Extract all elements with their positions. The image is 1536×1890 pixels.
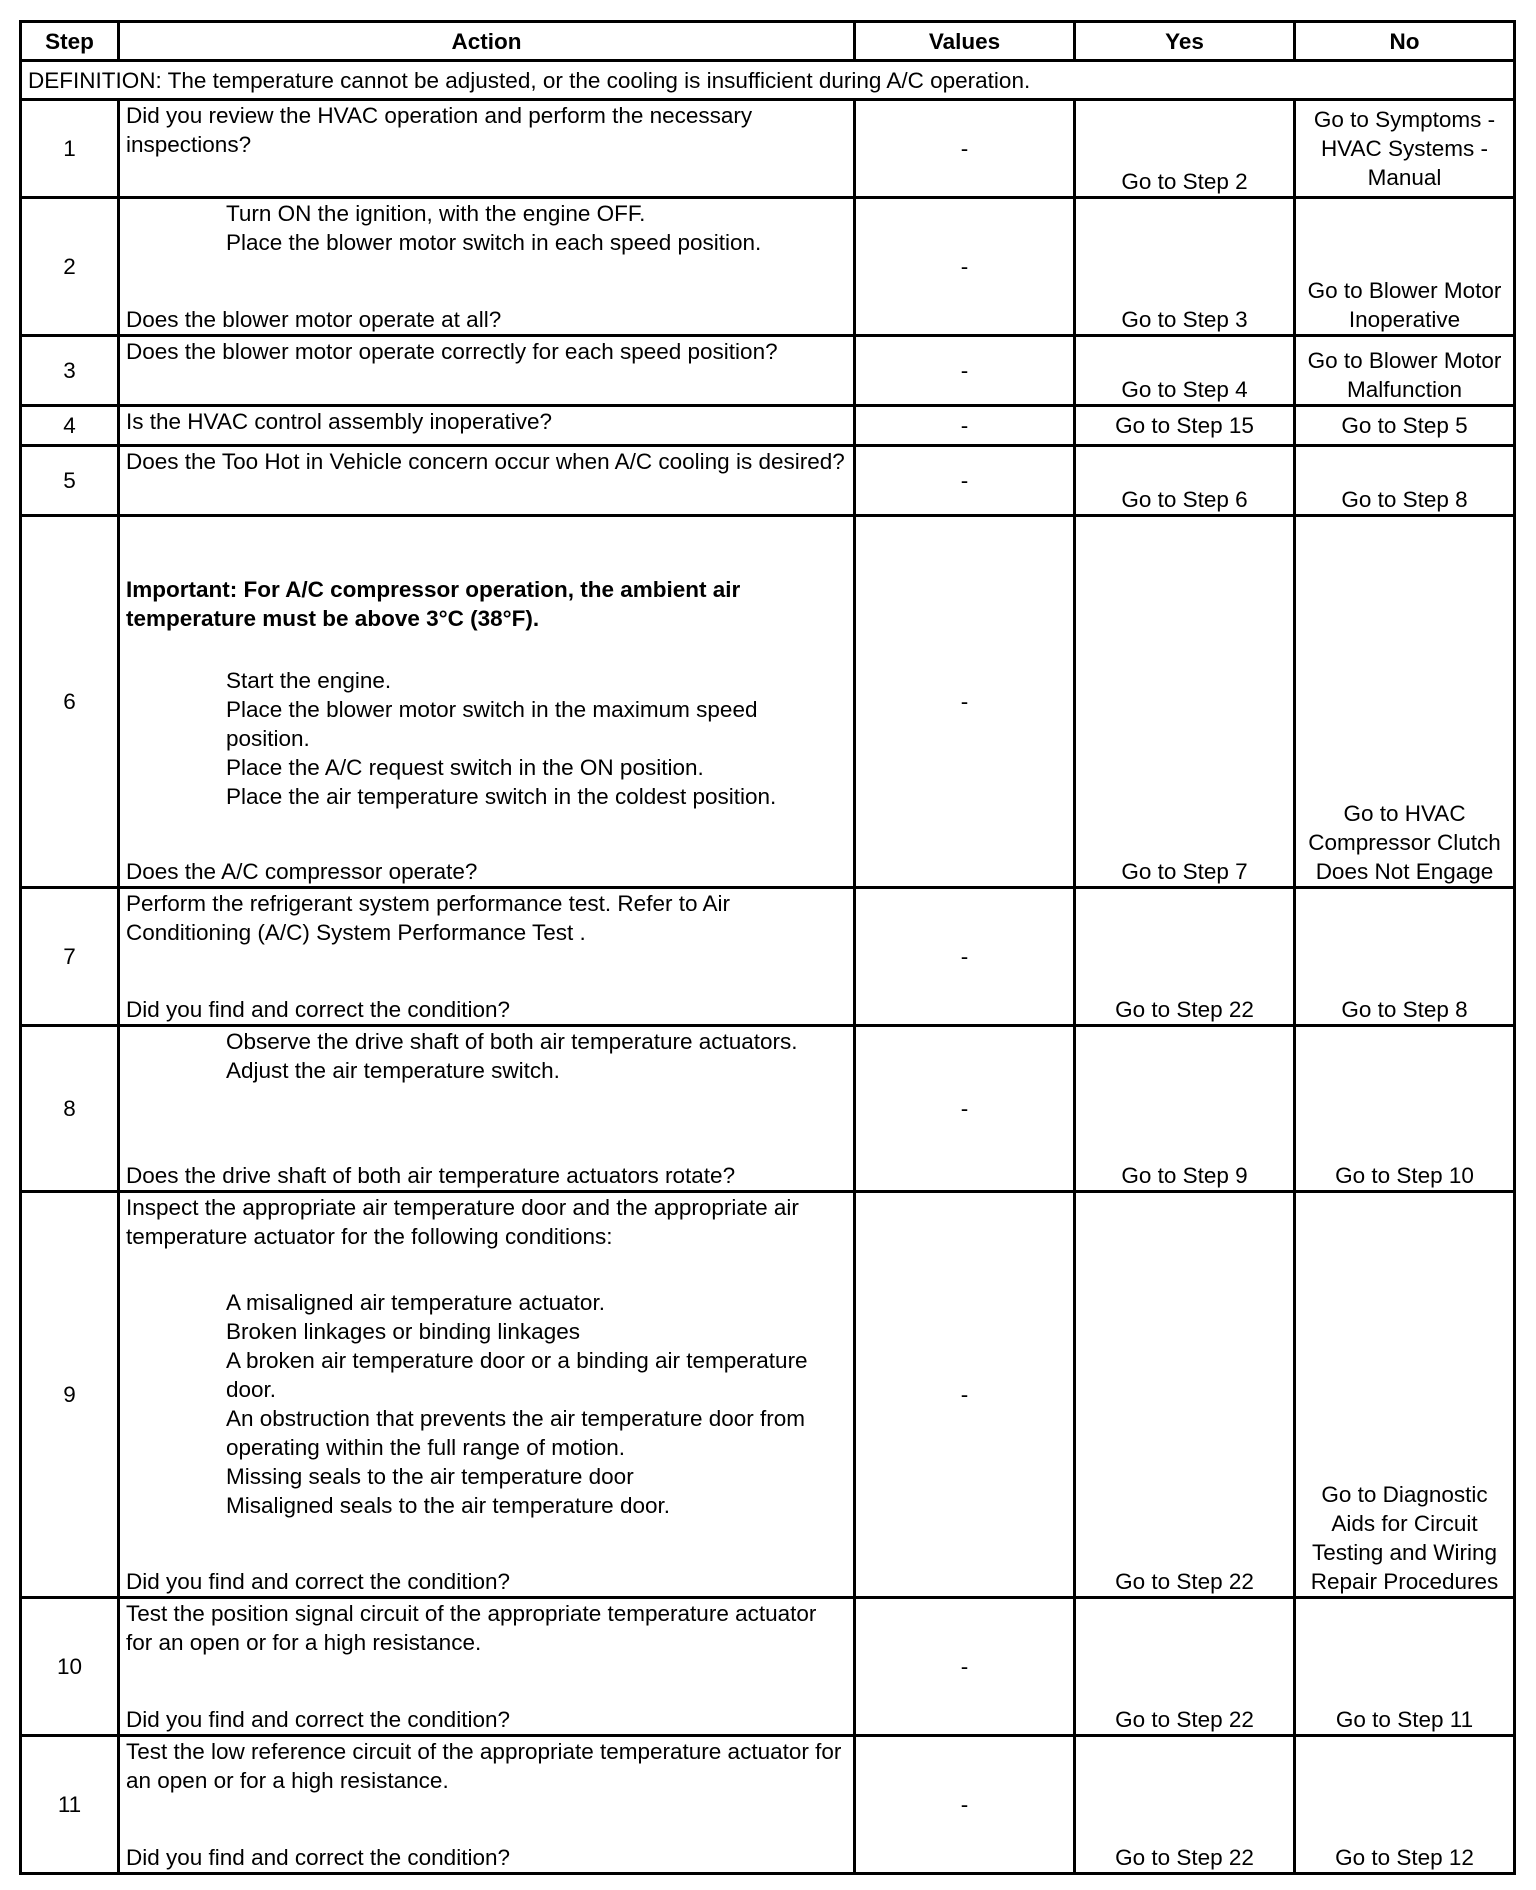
step-number: 1 <box>21 100 119 198</box>
yes-cell: Go to Step 4 <box>1075 336 1295 406</box>
step-number: 5 <box>21 446 119 516</box>
header-values: Values <box>855 22 1075 61</box>
no-cell: Go to Blower Motor Inoperative <box>1295 198 1515 336</box>
value-cell: - <box>855 1736 1075 1874</box>
yes-cell: Go to Step 22 <box>1075 1598 1295 1736</box>
value-cell: - <box>855 336 1075 406</box>
step-number: 9 <box>21 1192 119 1598</box>
procedure-step: Broken linkages or binding linkages <box>226 1319 580 1344</box>
action-text: Inspect the appropriate air temperature door and the appropriate air temperature actuator for the following conditions: <box>126 1195 799 1249</box>
yes-cell: Go to Step 7 <box>1075 516 1295 888</box>
yes-cell: Go to Step 6 <box>1075 446 1295 516</box>
yes-cell: Go to Step 22 <box>1075 1736 1295 1874</box>
action-cell <box>119 1736 855 1874</box>
no-cell: Go to Blower Motor Malfunction <box>1295 336 1515 406</box>
action-question: Did you find and correct the condition? <box>126 997 510 1022</box>
no-cell: Go to Step 5 <box>1295 406 1515 446</box>
no-cell: Go to Step 12 <box>1295 1736 1515 1874</box>
step-number: 10 <box>21 1598 119 1736</box>
yes-cell: Go to Step 9 <box>1075 1026 1295 1192</box>
header-row <box>21 22 1515 61</box>
value-cell: - <box>855 1192 1075 1598</box>
action-text: Test the low reference circuit of the appropriate temperature actuator for an open or for a high resistance. <box>126 1739 842 1793</box>
value-cell: - <box>855 446 1075 516</box>
action-question: Does the A/C compressor operate? <box>126 859 478 884</box>
action-question: Does the drive shaft of both air temperature actuators rotate? <box>126 1163 736 1188</box>
procedure-step: Observe the drive shaft of both air temperature actuators. <box>226 1029 798 1054</box>
header-action: Action <box>119 22 855 61</box>
important-note: Important: For A/C compressor operation, the ambient air temperature must be above 3°C (38°F). <box>126 577 741 631</box>
yes-cell: Go to Step 3 <box>1075 198 1295 336</box>
procedure-step: Missing seals to the air temperature door <box>226 1464 634 1489</box>
action-cell <box>119 406 855 446</box>
step-number: 11 <box>21 1736 119 1874</box>
action-text: Is the HVAC control assembly inoperative? <box>126 409 553 434</box>
table-row <box>21 1026 1515 1192</box>
value-cell: - <box>855 406 1075 446</box>
value-cell: - <box>855 888 1075 1026</box>
definition-row <box>21 61 1515 100</box>
table-row <box>21 336 1515 406</box>
table-row <box>21 446 1515 516</box>
value-cell: - <box>855 1026 1075 1192</box>
action-cell <box>119 1026 855 1192</box>
value-cell: - <box>855 1598 1075 1736</box>
action-text: Test the position signal circuit of the appropriate temperature actuator for an open or for a high resistance. <box>126 1601 817 1655</box>
action-text: Did you review the HVAC operation and perform the necessary inspections? <box>126 103 753 157</box>
procedure-step: Place the blower motor switch in each speed position. <box>226 230 762 255</box>
action-cell <box>119 100 855 198</box>
action-question: Did you find and correct the condition? <box>126 1845 510 1870</box>
value-cell: - <box>855 100 1075 198</box>
table-row <box>21 100 1515 198</box>
no-cell: Go to Step 8 <box>1295 888 1515 1026</box>
table-row <box>21 1598 1515 1736</box>
yes-cell: Go to Step 22 <box>1075 1192 1295 1598</box>
action-text: Perform the refrigerant system performance test. Refer to Air Conditioning (A/C) System Performance Test . <box>126 891 730 945</box>
action-cell <box>119 336 855 406</box>
no-cell: Go to Step 8 <box>1295 446 1515 516</box>
table-row <box>21 1736 1515 1874</box>
procedure-step: Misaligned seals to the air temperature door. <box>226 1493 670 1518</box>
header-step: Step <box>21 22 119 61</box>
value-cell: - <box>855 516 1075 888</box>
table-row <box>21 888 1515 1026</box>
step-number: 3 <box>21 336 119 406</box>
yes-cell: Go to Step 15 <box>1075 406 1295 446</box>
header-no: No <box>1295 22 1515 61</box>
action-cell <box>119 516 855 888</box>
procedure-step: Place the blower motor switch in the maximum speed position. <box>226 697 758 751</box>
action-question: Does the blower motor operate at all? <box>126 307 502 332</box>
no-cell: Go to Symptoms - HVAC Systems - Manual <box>1295 100 1515 198</box>
procedure-step: Place the air temperature switch in the coldest position. <box>226 784 777 809</box>
procedure-step: Adjust the air temperature switch. <box>226 1058 560 1083</box>
action-cell <box>119 888 855 1026</box>
table-row <box>21 198 1515 336</box>
table-row <box>21 1192 1515 1598</box>
action-cell <box>119 1192 855 1598</box>
action-cell <box>119 446 855 516</box>
action-text: Does the Too Hot in Vehicle concern occur when A/C cooling is desired? <box>126 449 845 474</box>
no-cell: Go to Step 11 <box>1295 1598 1515 1736</box>
value-cell: - <box>855 198 1075 336</box>
step-number: 2 <box>21 198 119 336</box>
action-question: Did you find and correct the condition? <box>126 1569 510 1594</box>
no-cell: Go to HVAC Compressor Clutch Does Not Engage <box>1295 516 1515 888</box>
definition-text: DEFINITION: The temperature cannot be adjusted, or the cooling is insufficient during A/C operation. <box>21 61 1515 100</box>
step-number: 8 <box>21 1026 119 1192</box>
table-row <box>21 516 1515 888</box>
action-cell <box>119 198 855 336</box>
procedure-step: Start the engine. <box>226 668 392 693</box>
step-number: 7 <box>21 888 119 1026</box>
action-question: Did you find and correct the condition? <box>126 1707 510 1732</box>
procedure-step: A misaligned air temperature actuator. <box>226 1290 605 1315</box>
yes-cell: Go to Step 22 <box>1075 888 1295 1026</box>
action-cell <box>119 1598 855 1736</box>
header-yes: Yes <box>1075 22 1295 61</box>
step-number: 4 <box>21 406 119 446</box>
procedure-step: Place the A/C request switch in the ON position. <box>226 755 704 780</box>
table-row <box>21 406 1515 446</box>
procedure-step: An obstruction that prevents the air temperature door from operating within the full range of motion. <box>226 1406 806 1460</box>
step-number: 6 <box>21 516 119 888</box>
no-cell: Go to Step 10 <box>1295 1026 1515 1192</box>
no-cell: Go to Diagnostic Aids for Circuit Testing and Wiring Repair Procedures <box>1295 1192 1515 1598</box>
action-text: Does the blower motor operate correctly for each speed position? <box>126 339 778 364</box>
diagnostic-table <box>19 20 1516 1875</box>
yes-cell: Go to Step 2 <box>1075 100 1295 198</box>
procedure-step: Turn ON the ignition, with the engine OFF. <box>226 201 646 226</box>
procedure-step: A broken air temperature door or a binding air temperature door. <box>226 1348 808 1402</box>
